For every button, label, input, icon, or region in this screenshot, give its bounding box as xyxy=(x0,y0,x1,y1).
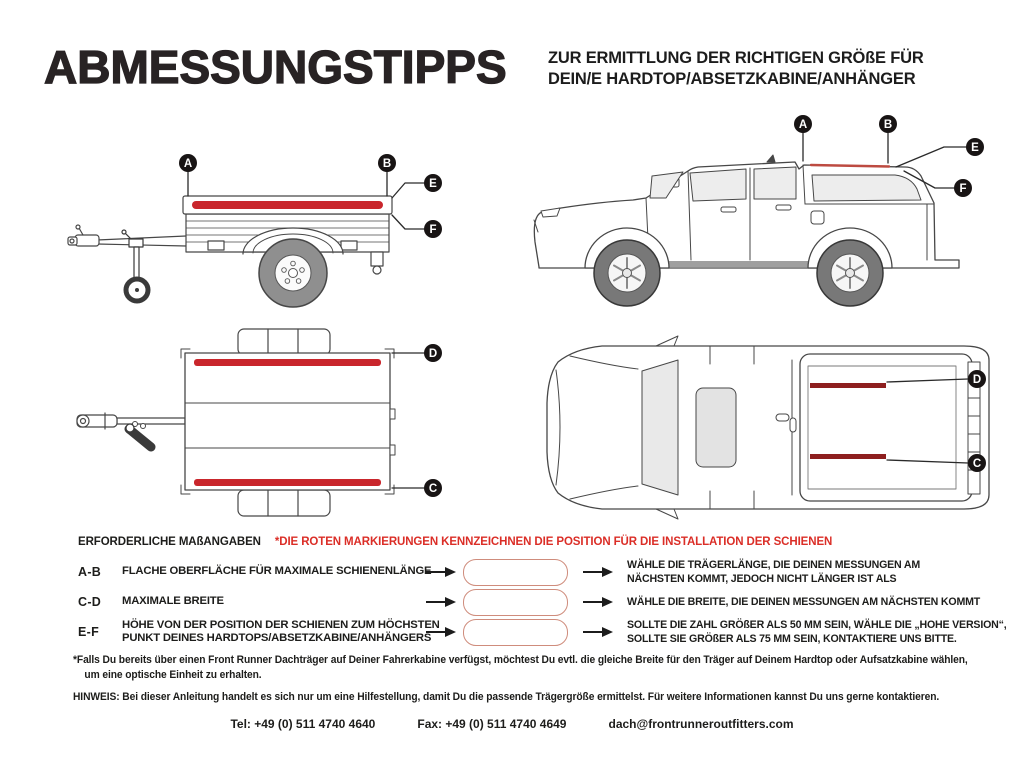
marker-f xyxy=(424,220,442,238)
svg-text:F: F xyxy=(429,224,437,236)
measurements-heading-row xyxy=(78,536,832,548)
truck-rear-wheel xyxy=(817,240,883,306)
page-title: ABMESSUNGSTIPPS xyxy=(44,41,507,93)
arrow-right-icon xyxy=(568,566,627,578)
truck-top-view-figure xyxy=(540,330,1000,525)
svg-text:E: E xyxy=(971,142,979,154)
marker-e xyxy=(424,174,442,192)
rail-position-marking xyxy=(810,383,886,388)
rail-position-marking xyxy=(194,359,381,366)
arrow-right-icon xyxy=(418,566,463,578)
svg-text:A: A xyxy=(183,158,193,170)
handbrake-lever xyxy=(126,422,151,448)
contact-bar xyxy=(0,717,1024,731)
red-markings-note: *DIE ROTEN MARKIERUNGEN KENNZEICHNEN DIE POSITION FÜR DIE INSTALLATION DER SCHIENEN xyxy=(274,536,833,548)
truck-side-view-figure xyxy=(515,110,1010,310)
truck-front-wheel xyxy=(594,240,660,306)
measurement-row-ef xyxy=(78,615,1024,649)
marker-a xyxy=(794,115,812,133)
row-result: WÄHLE DIE BREITE, DIE DEINEN MESSUNGEN AM NÄCHSTEN KOMMT xyxy=(627,596,981,608)
marker-f xyxy=(954,179,972,197)
marker-e xyxy=(966,138,984,156)
marker-c xyxy=(968,454,986,472)
marker-c xyxy=(424,479,442,497)
hitch-coupler xyxy=(68,225,99,246)
rail-position-marking xyxy=(192,201,383,209)
rail-position-marking xyxy=(811,165,889,167)
row-label: HÖHE VON DER POSITION DER SCHIENEN ZUM HÖCHSTEN PUNKT DEINES HARDTOPS/ABSETZKABINE/ANHÄNGERS xyxy=(122,618,440,644)
measurement-value-pill xyxy=(463,619,568,646)
measurement-value-pill xyxy=(463,589,568,616)
trailer-top-rail xyxy=(183,196,392,214)
trailer-top-view-figure xyxy=(55,325,455,520)
contact-email: dach@frontrunneroutfitters.com xyxy=(608,717,794,731)
svg-text:B: B xyxy=(883,119,893,131)
jockey-wheel xyxy=(122,230,148,301)
row-key: A-B xyxy=(78,565,102,579)
row-label: MAXIMALE BREITE xyxy=(122,595,224,608)
subtitle-line-1: ZUR ERMITTLUNG DER RICHTIGEN GRÖßE FÜR xyxy=(548,48,924,67)
contact-tel: Tel: +49 (0) 511 4740 4640 xyxy=(230,717,376,731)
svg-text:C: C xyxy=(972,458,982,470)
marker-b xyxy=(879,115,897,133)
arrow-right-icon xyxy=(568,596,627,608)
svg-text:D: D xyxy=(972,374,982,386)
footnote-line-1: *Falls Du bereits über einen Front Runner Dachträger auf Deiner Fahrerkabine verfügst, möchtest Du evtl. die gleiche Breite für den Träger auf Deinem Hardtop oder Aufsatzkabine wählen, xyxy=(73,654,968,666)
svg-text:D: D xyxy=(428,348,438,360)
svg-text:A: A xyxy=(798,119,808,131)
footnote xyxy=(73,653,968,682)
svg-text:B: B xyxy=(382,158,392,170)
row-key: E-F xyxy=(78,625,100,639)
rail-position-marking xyxy=(810,454,886,459)
svg-text:C: C xyxy=(428,483,438,495)
arrow-right-icon xyxy=(568,626,627,638)
measurement-row-cd xyxy=(78,585,1003,619)
leader-lines xyxy=(392,353,424,488)
subtitle-line-2: DEIN/E HARDTOP/ABSETZKABINE/ANHÄNGER xyxy=(548,69,916,88)
hinweis-note: HINWEIS: Bei dieser Anleitung handelt es sich nur um eine Hilfestellung, damit Du die passende Trägergröße ermittelst. Für weitere Informationen kannst Du uns gerne kontaktieren. xyxy=(73,691,940,703)
trailer-wheel xyxy=(259,239,327,307)
svg-text:F: F xyxy=(959,183,967,195)
contact-fax: Fax: +49 (0) 511 4740 4649 xyxy=(417,717,567,731)
marker-d xyxy=(968,370,986,388)
measurement-value-pill xyxy=(463,559,568,586)
row-result: WÄHLE DIE TRÄGERLÄNGE, DIE DEINEN MESSUNGEN AM NÄCHSTEN KOMMT, JEDOCH NICHT LÄNGER IST ALS xyxy=(627,559,921,585)
row-result: SOLLTE DIE ZAHL GRÖßER ALS 50 MM SEIN, WÄHLE DIE „HOHE VERSION“, SOLLTE SIE GRÖßER ALS 75 MM SEIN, KONTAKTIERE UNS BITTE. xyxy=(627,619,1007,645)
trailer-side-view-figure xyxy=(45,140,475,315)
arrow-right-icon xyxy=(418,596,463,608)
row-label: FLACHE OBERFLÄCHE FÜR MAXIMALE SCHIENENLÄNGE xyxy=(122,565,432,578)
marker-b xyxy=(378,154,396,172)
arrow-right-icon xyxy=(418,626,463,638)
measurement-row-ab xyxy=(78,555,939,589)
marker-a xyxy=(179,154,197,172)
row-key: C-D xyxy=(78,595,102,609)
svg-text:E: E xyxy=(429,178,437,190)
measurements-heading: ERFORDERLICHE MAßANGABEN xyxy=(78,536,261,548)
rail-position-marking xyxy=(194,479,381,486)
page-subtitle xyxy=(548,47,924,89)
footnote-line-2: um eine optische Einheit zu erhalten. xyxy=(84,668,262,681)
marker-d xyxy=(424,344,442,362)
